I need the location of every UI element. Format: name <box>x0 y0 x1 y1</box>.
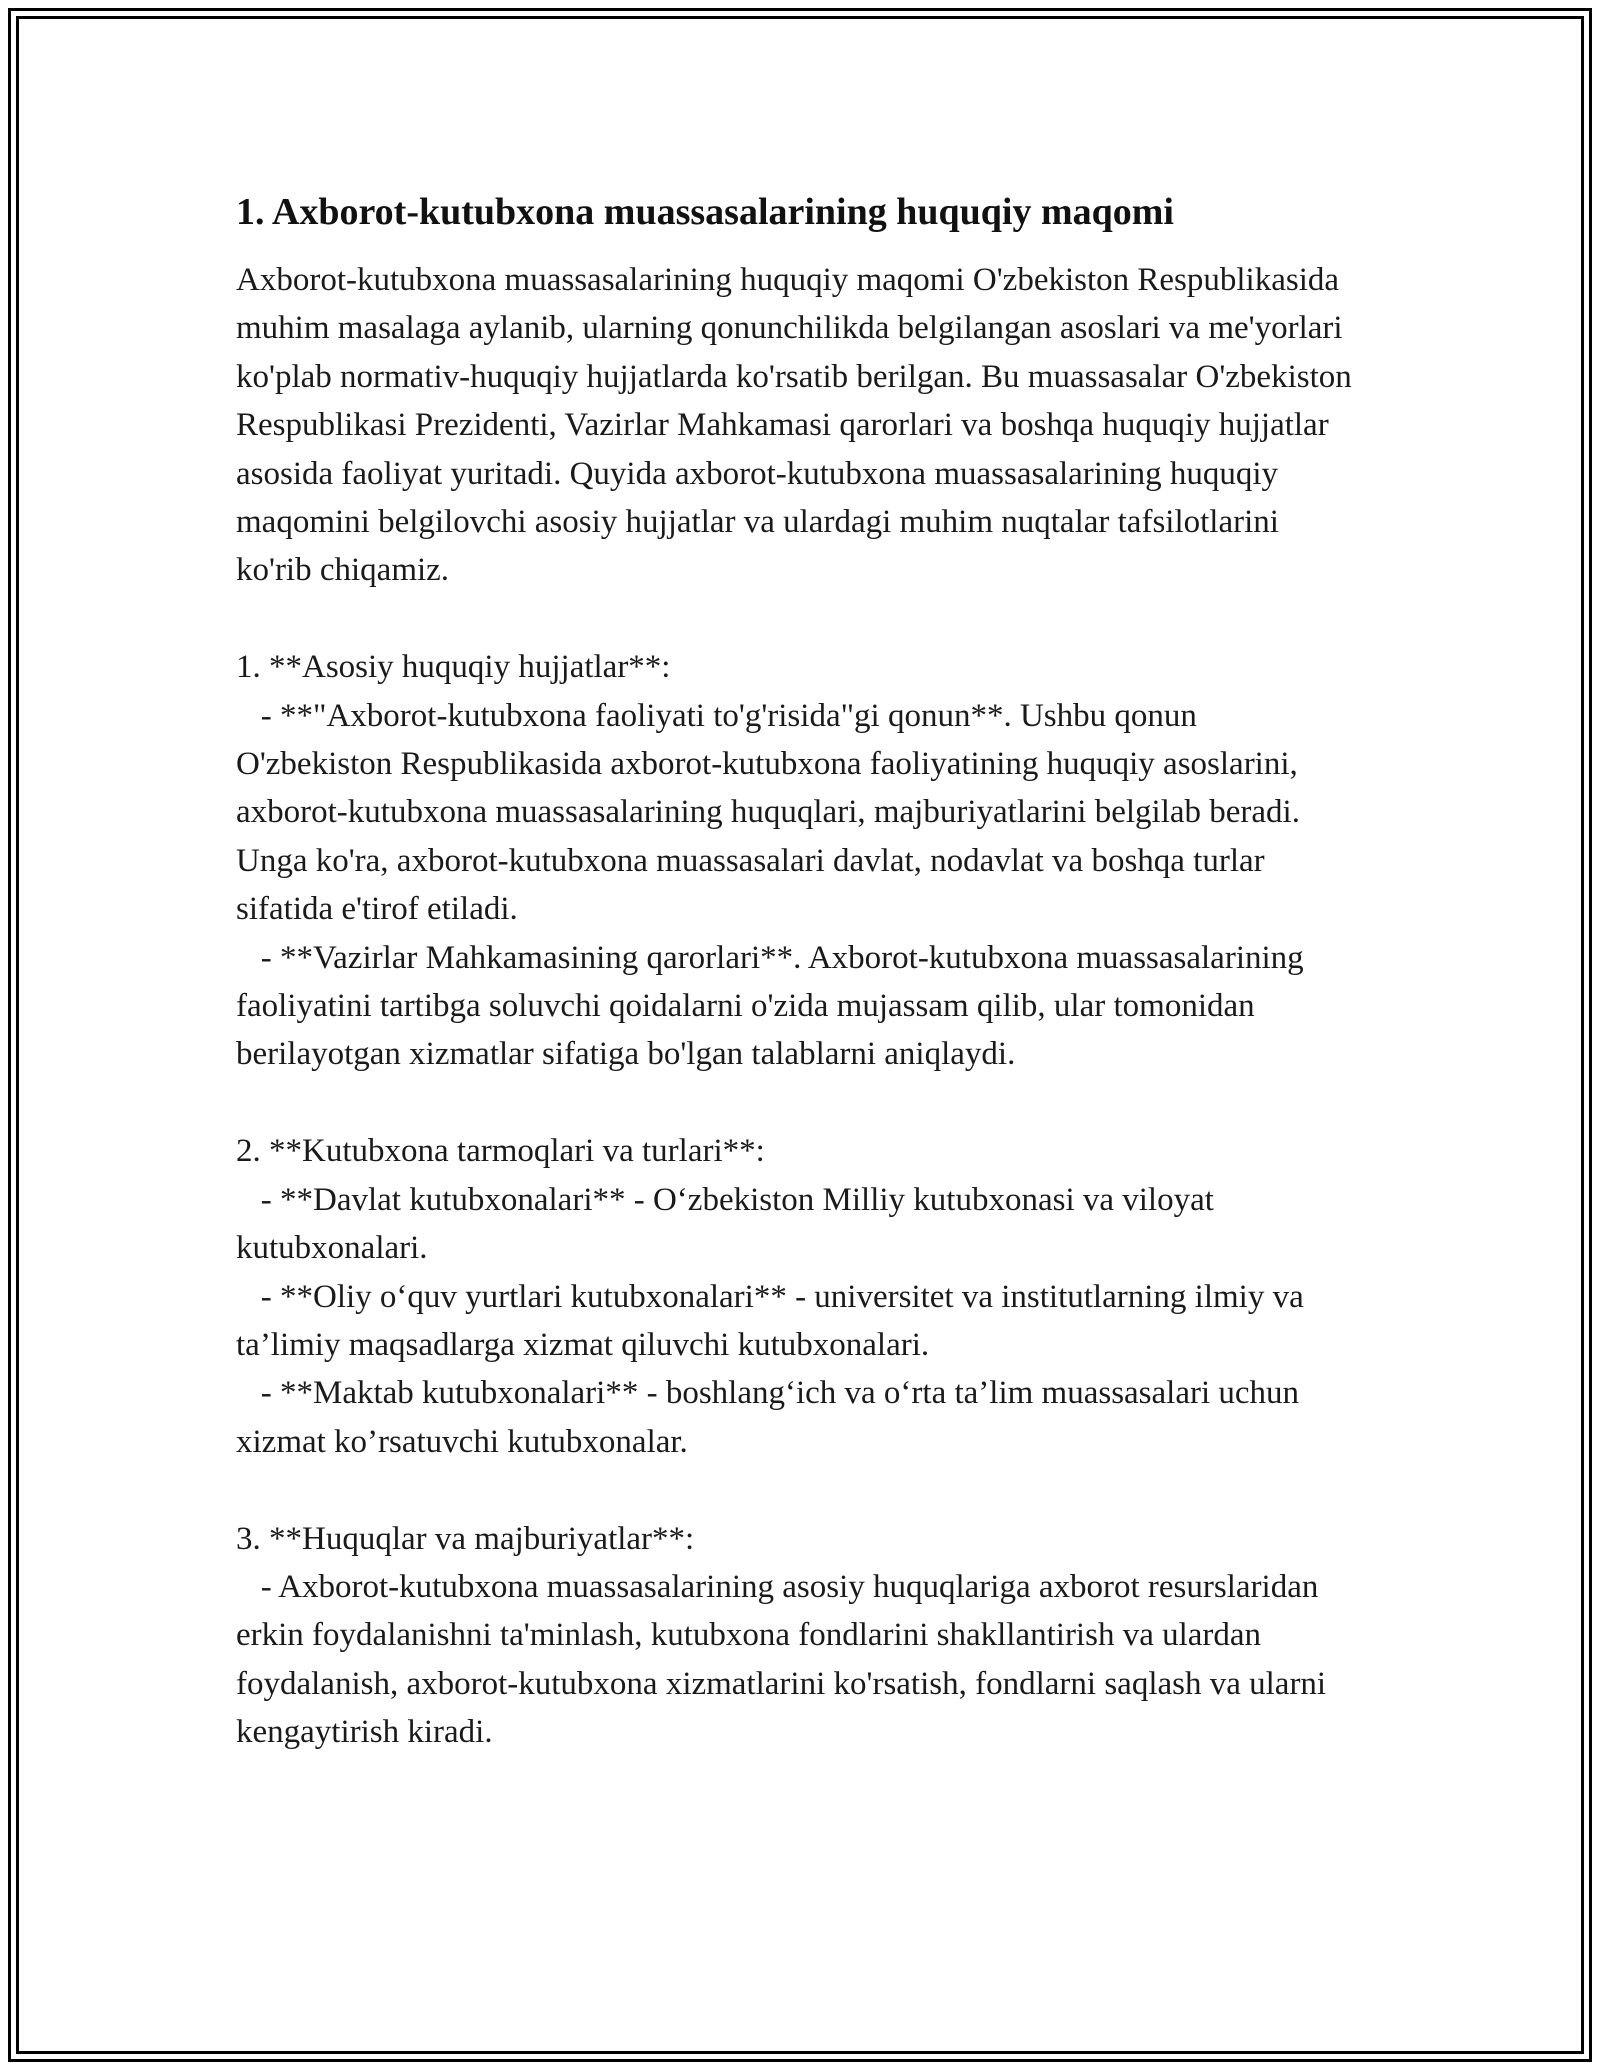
section-3 <box>236 1515 1356 1757</box>
list-item: - **Davlat kutubxonalari** - O‘zbekiston Milliy kutubxonasi va viloyat kutubxonalari. <box>236 1181 1223 1267</box>
paragraph-gap <box>236 1466 1356 1514</box>
list-item: - Axborot-kutubxona muassasalarining asosiy huquqlariga axborot resurslaridan erkin foydalanishni ta'minlash, kutubxona fondlarini shakllantirish va ulardan foydalanish, axborot-kutubxona xizmatlarini ko'rsatish, fondlarni saqlash va ularni kengaytirish kiradi. <box>236 1568 1335 1751</box>
list-item: - **Oliy o‘quv yurtlari kutubxonalari** - universitet va institutlarning ilmiy va ta’limiy maqsadlarga xizmat qiluvchi kutubxonalari. <box>236 1278 1312 1363</box>
list-item: - **Maktab kutubxonalari** - boshlang‘ich va o‘rta ta’lim muassasalari uchun xizmat ko’rsatuvchi kutubxonalar. <box>236 1375 1308 1460</box>
section-heading: 1. **Asosiy huquqiy hujjatlar**: <box>236 649 671 686</box>
list-item: - **Vazirlar Mahkamasining qarorlari**. Axborot-kutubxona muassasalarining faoliyatini tartibga soluvchi qoidalarni o'zida mujassam qilib, ular tomonidan berilayotgan xizmatlar sifatiga bo'lgan talablarni aniqlaydi. <box>236 939 1312 1073</box>
paragraph-gap <box>236 1079 1356 1127</box>
document-body <box>236 185 1360 1757</box>
section-2 <box>236 1127 1356 1466</box>
section-heading: 2. **Kutubxona tarmoqlari va turlari**: <box>236 1133 765 1170</box>
intro-paragraph: Axborot-kutubxona muassasalarining huquqiy maqomi O'zbekiston Respublikasida muhim masalaga aylanib, ularning qonunchilikda belgilangan asoslari va me'yorlari ko'plab normativ-huquqiy hujjatlarda ko'rsatib berilgan. Bu muassasalar O'zbekiston Respublikasi Prezidenti, Vazirlar Mahkamasi qarorlari va boshqa huquqiy hujjatlar asosida faoliyat yuritadi. Quyida axborot-kutubxona muassasalarining huquqiy maqomini belgilovchi asosiy hujjatlar va ulardagi muhim nuqtalar tafsilotlarini ko'rib chiqamiz. <box>236 262 1360 589</box>
document-title: 1. Axborot-kutubxona muassasalarining huquqiy maqomi <box>236 191 1174 233</box>
section-heading: 3. **Huquqlar va majburiyatlar**: <box>236 1520 695 1557</box>
list-item: - **"Axborot-kutubxona faoliyati to'g'risida"gi qonun**. Ushbu qonun O'zbekiston Respublikasida axborot-kutubxona faoliyatining huquqiy asoslarini, axborot-kutubxona muassasalarining huquqlari, majburiyatlarini belgilab beradi. Unga ko'ra, axborot-kutubxona muassasalari davlat, nodavlat va boshqa turlar sifatida e'tirof etiladi. <box>236 697 1309 928</box>
paragraph-gap <box>236 595 1356 643</box>
section-1 <box>236 643 1356 1079</box>
